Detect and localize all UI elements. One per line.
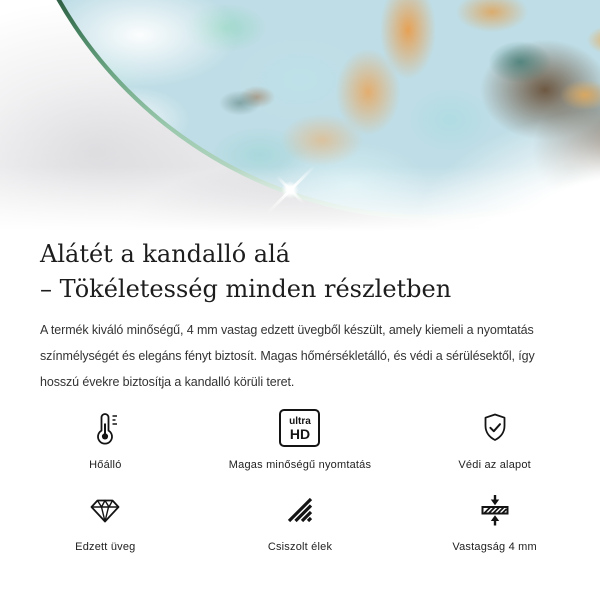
feature-label: Vastagság 4 mm: [452, 541, 537, 553]
description-line: színmélységét és elegáns fényt biztosít. Magas hőmérsékletálló, és védi a sérülésektől, így: [40, 349, 535, 363]
feature-label: Hőálló: [89, 459, 122, 471]
thickness-icon: [475, 489, 515, 531]
feature-heat-resistant: [8, 407, 203, 471]
shield-check-icon: [475, 407, 515, 449]
diamond-icon: [85, 489, 125, 531]
feature-polished-edges: [203, 489, 398, 553]
thermometer-icon: [85, 407, 125, 449]
feature-hd-print: [203, 407, 398, 471]
features-grid: [0, 407, 600, 553]
ultra-hd-icon: ultra HD: [279, 407, 320, 449]
feature-label: Edzett üveg: [75, 541, 136, 553]
feature-label: Védi az alapot: [458, 459, 531, 471]
description-line: hosszú évekre biztosítja a kandalló körüli teret.: [40, 375, 295, 389]
feature-base-protection: [397, 407, 592, 471]
product-description: [40, 317, 560, 395]
page-title-line2: – Tökéletesség minden részletben: [40, 275, 452, 303]
feature-label: Csiszolt élek: [267, 541, 333, 553]
feature-label: Magas minőségű nyomtatás: [228, 459, 372, 471]
polished-edge-icon: [280, 489, 320, 531]
description-line: A termék kiváló minőségű, 4 mm vastag edzett üvegből készült, amely kiemeli a nyomtatás: [40, 323, 534, 337]
page-title-line1: Alátét a kandalló alá: [40, 240, 291, 268]
feature-thickness: [397, 489, 592, 553]
feature-tempered-glass: [8, 489, 203, 553]
page-title: [40, 237, 560, 307]
product-hero-image: [0, 0, 600, 231]
